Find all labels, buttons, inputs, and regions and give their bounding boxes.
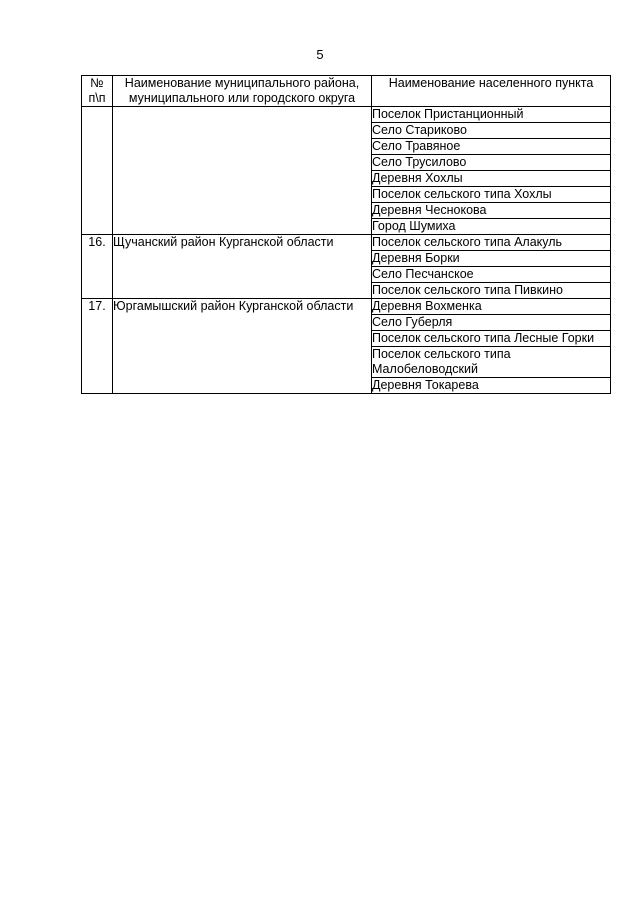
header-num: № п\п [82,76,113,107]
settlement-cell: Деревня Чеснокова [372,203,611,219]
row-district: Щучанский район Курганской области [113,235,372,299]
settlement-cell: Деревня Вохменка [372,299,611,315]
row-num: 17. [82,299,113,394]
row-num [82,107,113,235]
table-body [82,107,611,394]
header-settlement: Наименование населенного пункта [372,76,611,107]
table-row [82,299,611,315]
page-number: 5 [316,47,324,62]
settlement-cell: Село Трусилово [372,155,611,171]
settlement-cell: Деревня Токарева [372,378,611,394]
settlement-cell: Поселок сельского типа Малобеловодский [372,347,611,378]
settlement-cell: Село Травяное [372,139,611,155]
settlement-cell: Поселок сельского типа Хохлы [372,187,611,203]
settlement-cell: Поселок Пристанционный [372,107,611,123]
row-district: Юргамышский район Курганской области [113,299,372,394]
settlement-cell: Деревня Хохлы [372,171,611,187]
settlement-cell: Село Губерля [372,315,611,331]
settlement-cell: Поселок сельского типа Алакуль [372,235,611,251]
settlement-cell: Поселок сельского типа Лесные Горки [372,331,611,347]
settlement-cell: Город Шумиха [372,219,611,235]
table-row [82,235,611,251]
row-district [113,107,372,235]
header-district: Наименование муниципального района, муниципального или городского округа [113,76,372,107]
table-header-row [82,76,611,107]
settlement-cell: Деревня Борки [372,251,611,267]
settlements-table [81,75,611,394]
settlement-cell: Поселок сельского типа Пивкино [372,283,611,299]
settlement-cell: Село Стариково [372,123,611,139]
row-num: 16. [82,235,113,299]
settlement-cell: Село Песчанское [372,267,611,283]
table-row [82,107,611,123]
